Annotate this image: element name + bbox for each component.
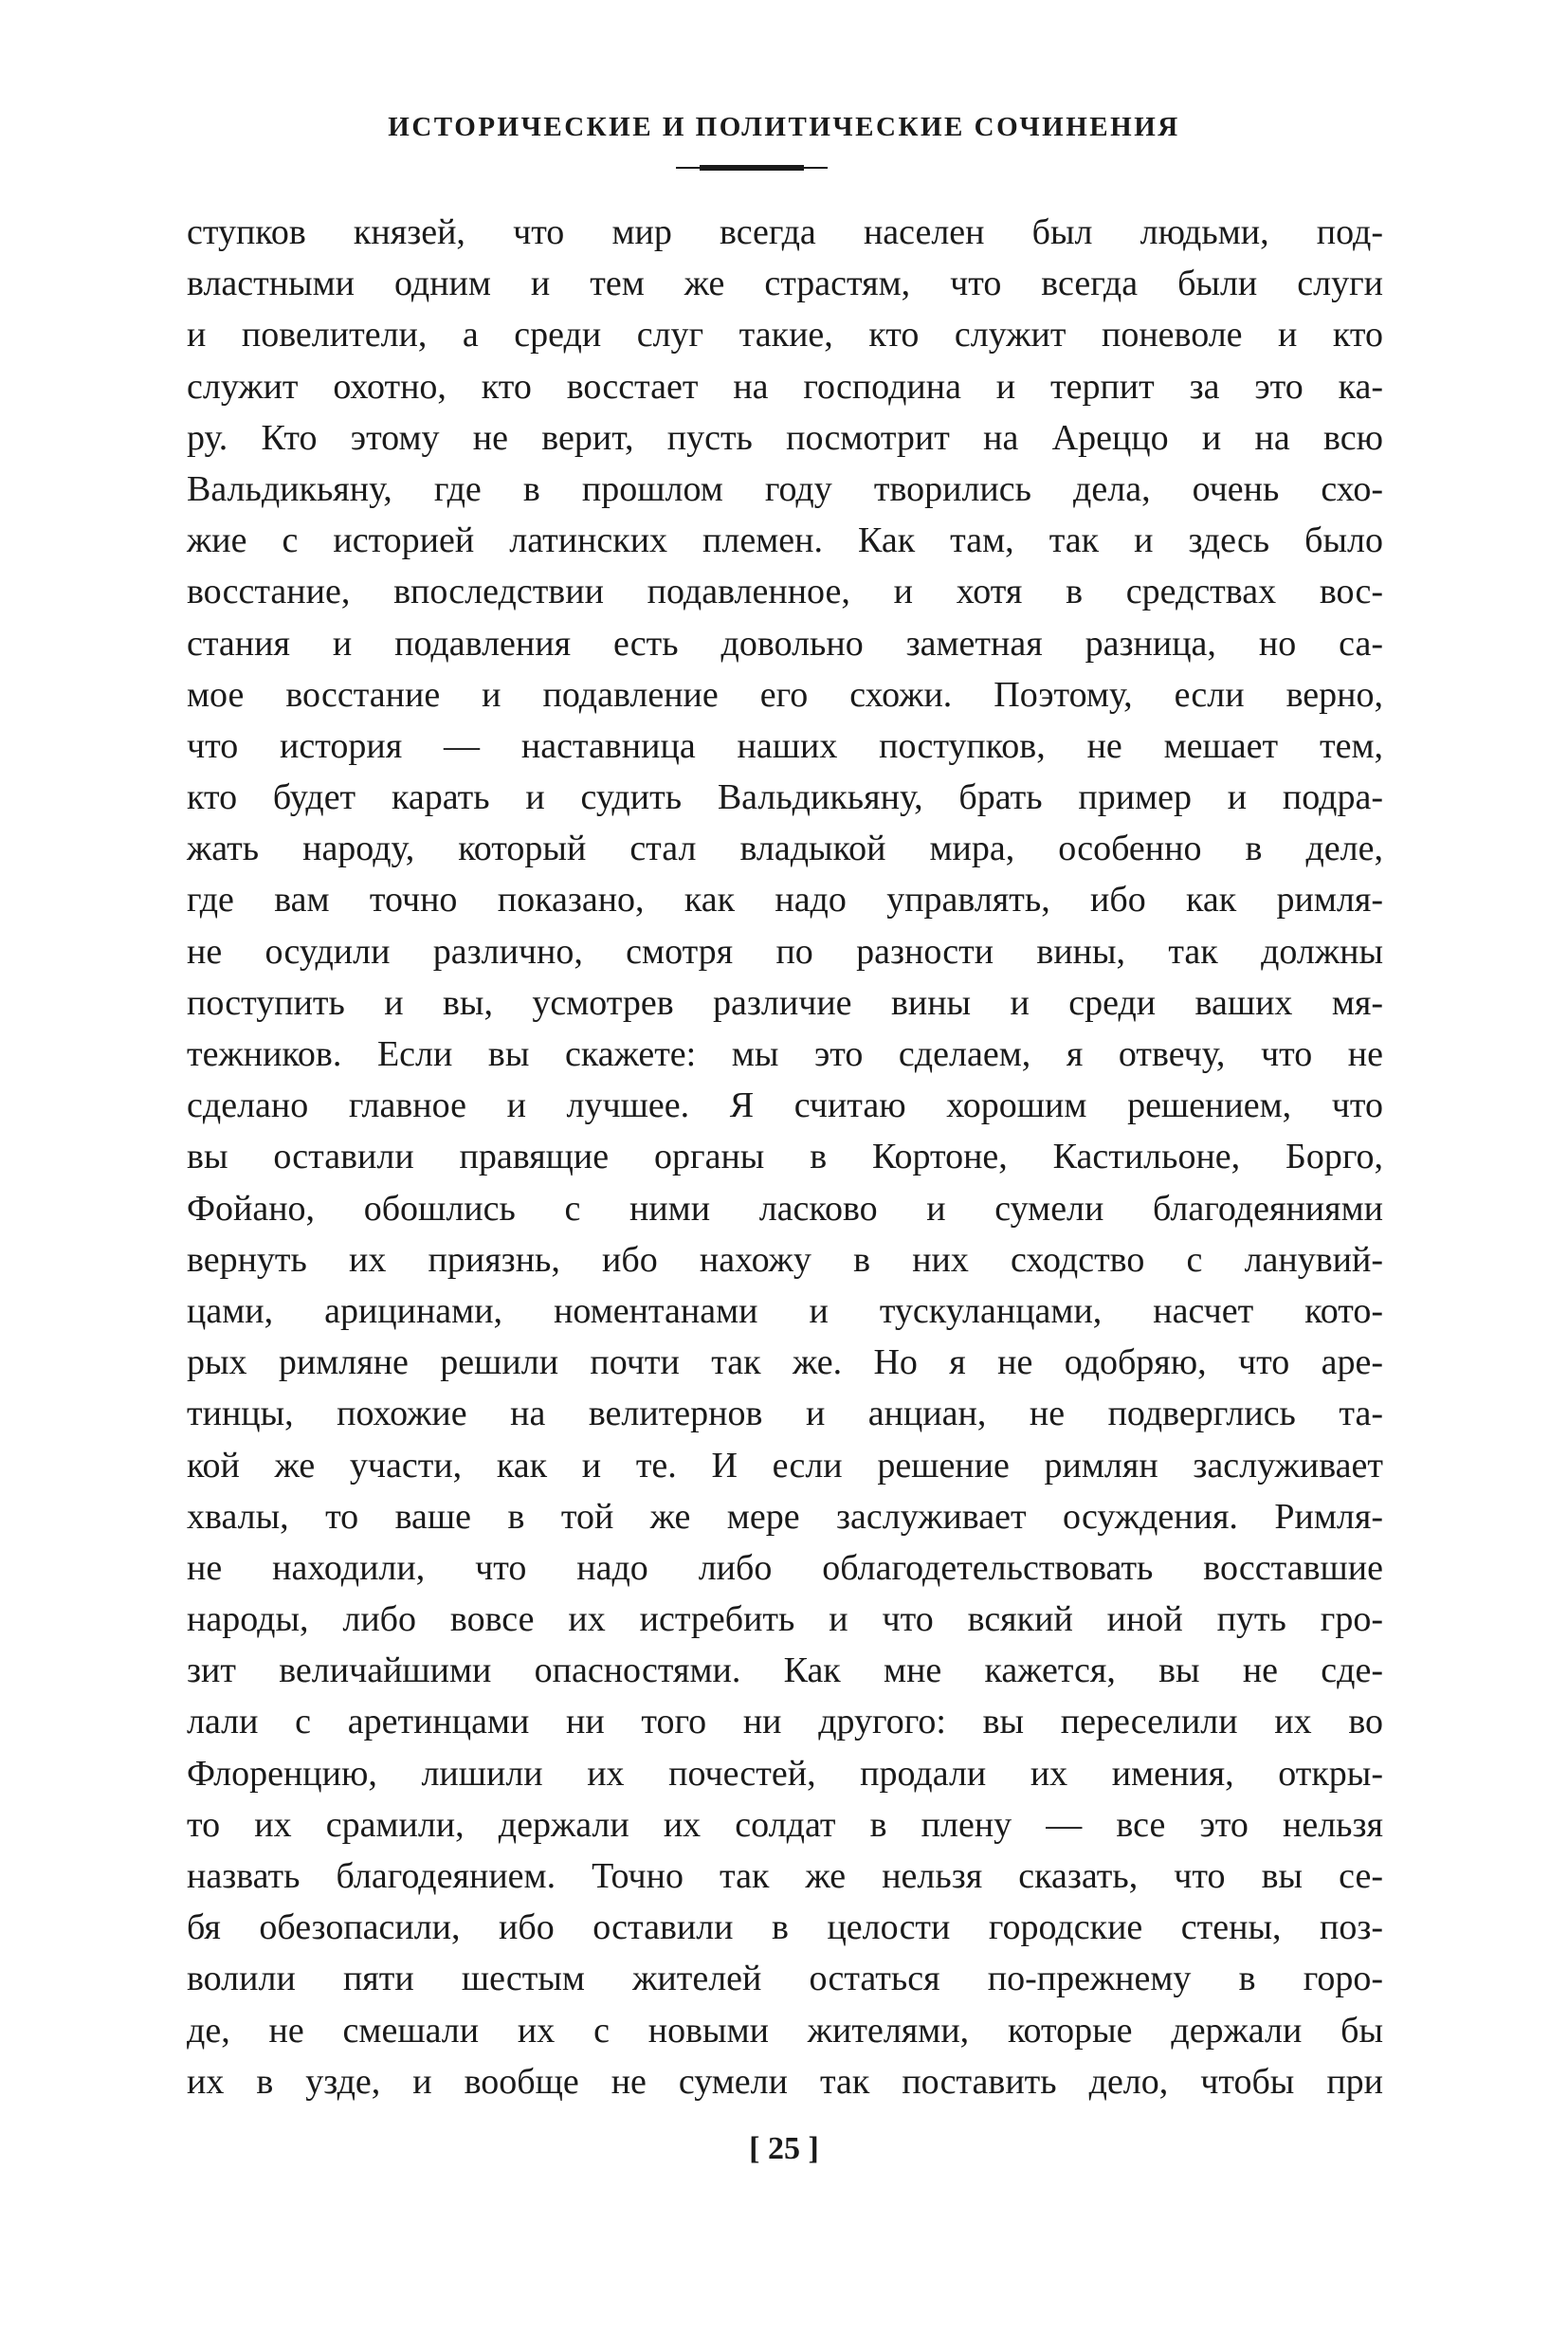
text-line: волили пяти шестым жителей остаться по-прежнему в горо- bbox=[187, 1959, 1383, 1999]
text-line: де, не смешали их с новыми жителями, которые держали бы bbox=[187, 2010, 1383, 2051]
text-line: и повелители, а среди слуг такие, кто служит поневоле и кто bbox=[187, 315, 1383, 356]
text-line: кто будет карать и судить Вальдикьяну, брать пример и подра- bbox=[187, 777, 1383, 818]
text-line: кой же участи, как и те. И если решение римлян заслуживает bbox=[187, 1445, 1383, 1486]
text-line: хвалы, то ваше в той же мере заслуживает осуждения. Римля- bbox=[187, 1496, 1383, 1537]
text-line: назвать благодеянием. Точно так же нельзя сказать, что вы се- bbox=[187, 1856, 1383, 1896]
text-line: тежников. Если вы скажете: мы это сделаем, я отвечу, что не bbox=[187, 1034, 1383, 1074]
text-line: служит охотно, кто восстает на господина и терпит за это ка- bbox=[187, 366, 1383, 407]
text-line: цами, арицинами, номентанами и тускуланцами, насчет кото- bbox=[187, 1290, 1383, 1331]
running-head: ИСТОРИЧЕСКИЕ И ПОЛИТИЧЕСКИЕ СОЧИНЕНИЯ bbox=[388, 112, 1180, 142]
text-line: народы, либо вовсе их истребить и что всякий иной путь гро- bbox=[187, 1599, 1383, 1640]
text-line: лали с аретинцами ни того ни другого: вы переселили их во bbox=[187, 1702, 1383, 1742]
text-line: Фойано, обошлись с ними ласково и сумели благодеяниями bbox=[187, 1188, 1383, 1229]
text-line: стания и подавления есть довольно заметная разница, но са- bbox=[187, 623, 1383, 664]
text-line: восстание, впоследствии подавленное, и хотя в средствах вос- bbox=[187, 572, 1383, 612]
text-line: жать народу, который стал владыкой мира, особенно в деле, bbox=[187, 829, 1383, 869]
text-line: то их срамили, держали их солдат в плену — все это нельзя bbox=[187, 1804, 1383, 1845]
text-line: тинцы, похожие на велитернов и анциан, не подверглись та- bbox=[187, 1394, 1383, 1434]
page-number: [ 25 ] bbox=[749, 2131, 819, 2166]
text-line: их в узде, и вообще не сумели так поставить дело, чтобы при bbox=[187, 2061, 1383, 2102]
text-line: не находили, что надо либо облагодетельствовать восставшие bbox=[187, 1547, 1383, 1588]
text-line: жие с историей латинских племен. Как там, так и здесь было bbox=[187, 520, 1383, 561]
text-line: ступков князей, что мир всегда населен был людьми, под- bbox=[187, 212, 1383, 252]
text-line: Флоренцию, лишили их почестей, продали их имения, откры- bbox=[187, 1753, 1383, 1794]
text-line: вы оставили правящие органы в Кортоне, Кастильоне, Борго, bbox=[187, 1137, 1383, 1177]
text-line: сделано главное и лучшее. Я считаю хорошим решением, что bbox=[187, 1085, 1383, 1126]
text-line: что история — наставница наших поступков, не мешает тем, bbox=[187, 725, 1383, 766]
text-line: бя обезопасили, ибо оставили в целости городские стены, поз- bbox=[187, 1907, 1383, 1948]
text-line: властными одним и тем же страстям, что всегда были слуги bbox=[187, 264, 1383, 304]
text-line: Вальдикьяну, где в прошлом году творились дела, очень схо- bbox=[187, 468, 1383, 509]
text-line: не осудили различно, смотря по разности вины, так должны bbox=[187, 931, 1383, 972]
text-line: рых римляне решили почти так же. Но я не одобряю, что аре- bbox=[187, 1342, 1383, 1383]
text-line: зит величайшими опасностями. Как мне кажется, вы не сде- bbox=[187, 1650, 1383, 1691]
header-rule-divider-thick bbox=[700, 165, 804, 171]
text-line: поступить и вы, усмотрев различие вины и среди ваших мя- bbox=[187, 982, 1383, 1023]
body-text bbox=[187, 207, 1383, 2107]
text-line: ру. Кто этому не верит, пусть посмотрит на Ареццо и на всю bbox=[187, 417, 1383, 458]
text-line: где вам точно показано, как надо управлять, ибо как римля- bbox=[187, 880, 1383, 921]
text-line: вернуть их приязнь, ибо нахожу в них сходство с ланувий- bbox=[187, 1239, 1383, 1280]
text-line: мое восстание и подавление его схожи. Поэтому, если верно, bbox=[187, 674, 1383, 715]
